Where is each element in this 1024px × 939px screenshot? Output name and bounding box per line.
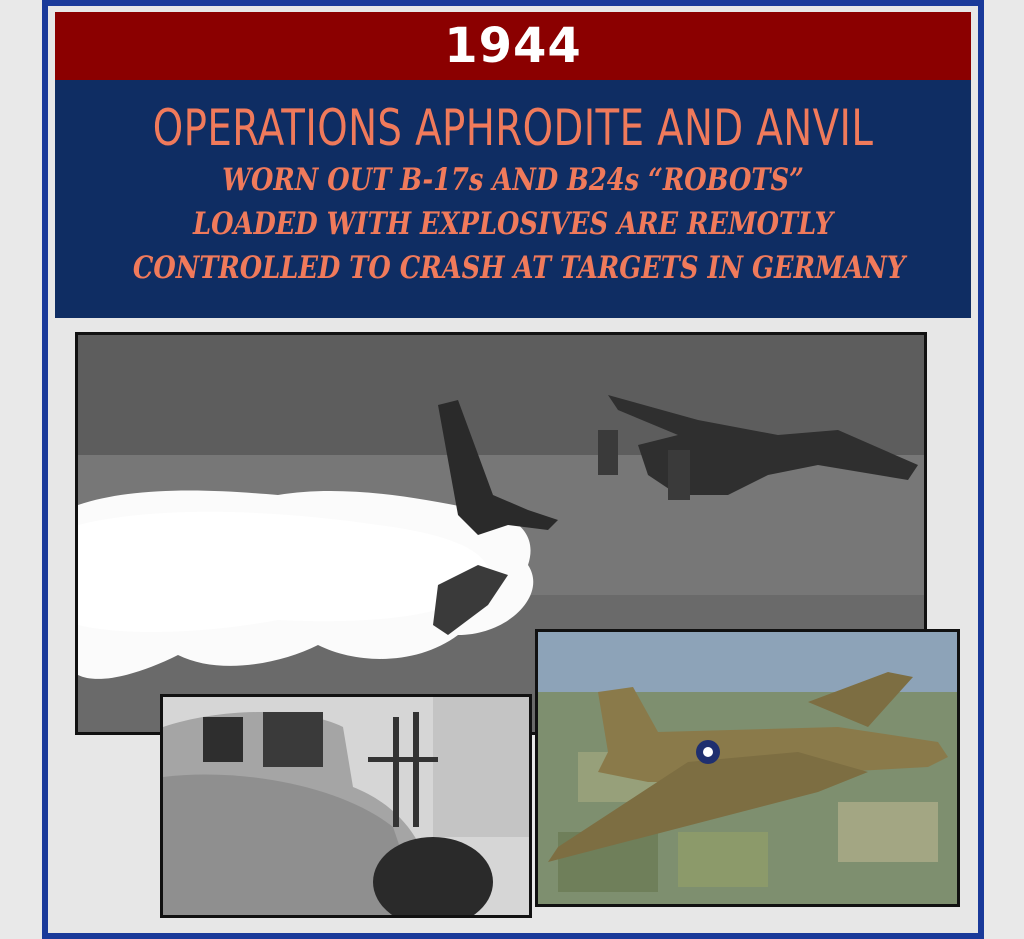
b17-bomber-color-photo-icon (538, 632, 957, 904)
subtitle-line-3: CONTROLLED TO CRASH AT TARGETS IN GERMANY (132, 250, 906, 286)
year-banner (55, 12, 971, 80)
fuselage-antenna-photo-icon (163, 697, 529, 915)
title-block (55, 80, 971, 318)
main-title: OPERATIONS APHRODITE AND ANVIL (152, 99, 874, 157)
b17-flight-photo (535, 629, 960, 907)
year-label: 1944 (444, 18, 582, 74)
subtitle-line-2: LOADED WITH EXPLOSIVES ARE REMOTLY (193, 206, 833, 242)
subtitle-line-1: WORN OUT B-17s AND B24s “ROBOTS” (222, 162, 804, 198)
cockpit-antenna-photo (160, 694, 532, 918)
